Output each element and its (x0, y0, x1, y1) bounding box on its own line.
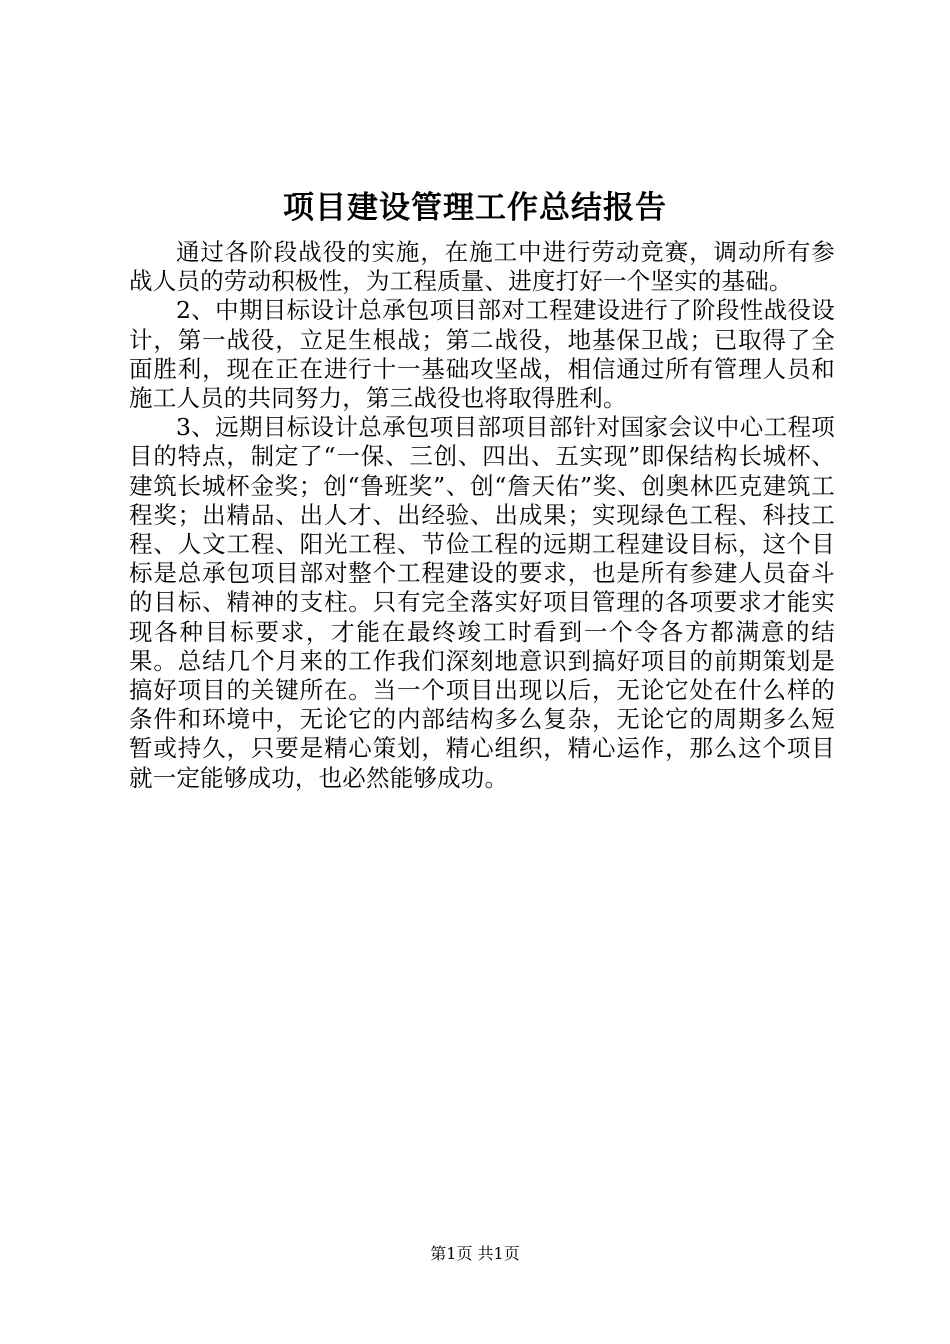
document-title: 项目建设管理工作总结报告 (283, 190, 667, 226)
paragraph-2: 2、中期目标设计总承包项目部对工程建设进行了阶段性战役设计，第一战役，立足生根战；第二战役，地基保卫战；已取得了全面胜利，现在正在进行十一基础攻坚战，相信通过所有管理人员和施工人员的共同努力，第三战役也将取得胜利。 (129, 296, 835, 413)
paragraph-3: 3、远期目标设计总承包项目部项目部针对国家会议中心工程项目的特点，制定了“一保、三创、四出、五实现”即保结构长城杯、建筑长城杯金奖；创“鲁班奖”、创“詹天佑”奖、创奥林匹克建筑工程奖；出精品、出人才、出经验、出成果；实现绿色工程、科技工程、人文工程、阳光工程、节俭工程的远期工程建设目标，这个目标是总承包项目部对整个工程建设的要求，也是所有参建人员奋斗的目标、精神的支柱。只有完全落实好项目管理的各项要求才能实现各种目标要求，才能在最终竣工时看到一个令各方都满意的结果。总结几个月来的工作我们深刻地意识到搞好项目的前期策划是搞好项目的关键所在。当一个项目出现以后，无论它处在什么样的条件和环境中，无论它的内部结构多么复杂，无论它的周期多么短暂或持久，只要是精心策划，精心组织，精心运作，那么这个项目就一定能够成功，也必然能够成功。 (129, 413, 835, 792)
page-footer: 第1页 共1页 (430, 1244, 520, 1263)
paragraph-1: 通过各阶段战役的实施，在施工中进行劳动竞赛，调动所有参战人员的劳动积极性，为工程质量、进度打好一个坚实的基础。 (129, 238, 835, 296)
document-body (129, 238, 835, 793)
